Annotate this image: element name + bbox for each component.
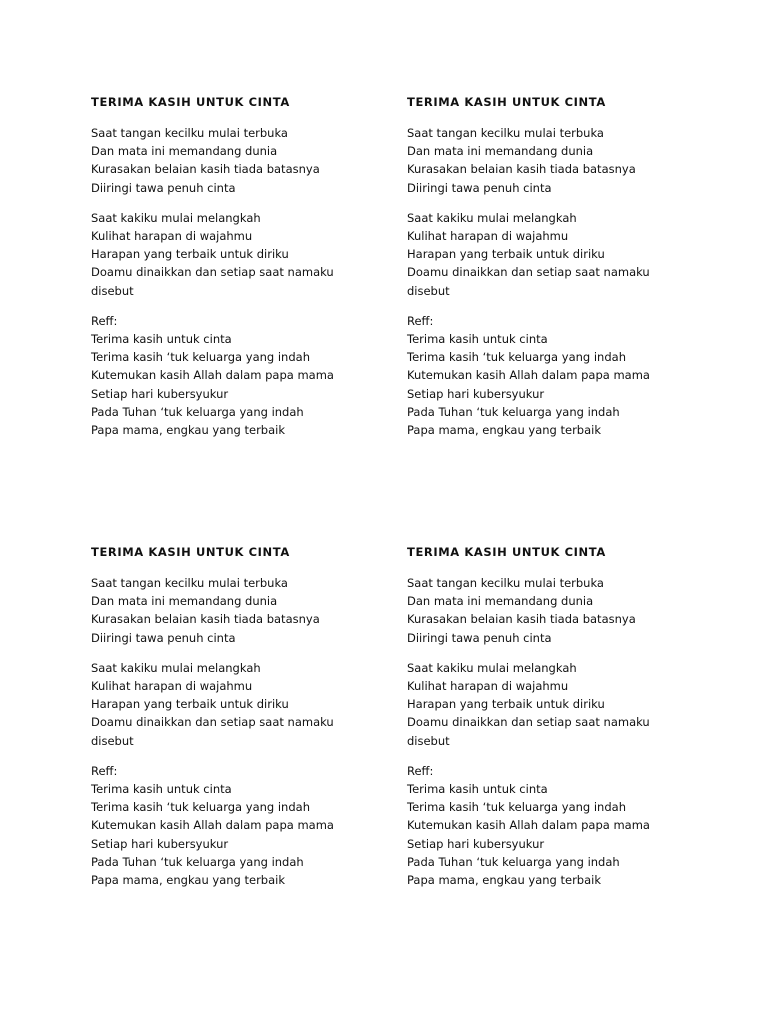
lyric-line: Diiringi tawa penuh cinta: [407, 180, 552, 195]
lyric-line: Diiringi tawa penuh cinta: [91, 180, 236, 195]
lyric-line: Kutemukan kasih Allah dalam papa mama: [91, 368, 334, 383]
lyric-line: Dan mata ini memandang dunia: [407, 594, 594, 609]
lyric-line: Doamu dinaikkan dan setiap saat namaku: [91, 715, 334, 730]
lyric-line: Terima kasih untuk cinta: [91, 332, 232, 347]
lyric-line: Dan mata ini memandang dunia: [91, 594, 278, 609]
lyric-line: Terima kasih untuk cinta: [407, 332, 548, 347]
lyric-line: Harapan yang terbaik untuk diriku: [91, 697, 289, 712]
lyric-line: Terima kasih ‘tuk keluarga yang indah: [407, 800, 626, 815]
lyric-line: Diiringi tawa penuh cinta: [91, 630, 236, 645]
lyric-line: Saat kakiku mulai melangkah: [91, 660, 261, 675]
lyric-line: Doamu dinaikkan dan setiap saat namaku: [91, 265, 334, 280]
lyric-line: Kutemukan kasih Allah dalam papa mama: [407, 818, 650, 833]
lyric-line: disebut: [407, 733, 450, 748]
verse-1: [91, 574, 391, 647]
song-title: TERIMA KASIH UNTUK CINTA: [91, 545, 290, 559]
lyric-line: Dan mata ini memandang dunia: [91, 144, 278, 159]
lyric-line: Doamu dinaikkan dan setiap saat namaku: [407, 715, 650, 730]
lyric-line: Kurasakan belaian kasih tiada batasnya: [407, 162, 636, 177]
song-title: TERIMA KASIH UNTUK CINTA: [407, 545, 606, 559]
lyric-line: Kurasakan belaian kasih tiada batasnya: [407, 612, 636, 627]
lyrics-copy-top-right: [407, 94, 707, 451]
lyric-line: Dan mata ini memandang dunia: [407, 144, 594, 159]
verse-1: [407, 574, 707, 647]
lyric-line: Terima kasih ‘tuk keluarga yang indah: [407, 350, 626, 365]
lyric-line: Saat tangan kecilku mulai terbuka: [407, 576, 604, 590]
lyric-line: Setiap hari kubersyukur: [407, 836, 545, 851]
chorus-label: Reff:: [91, 313, 118, 328]
verse-2: [407, 659, 707, 750]
lyric-line: Kulihat harapan di wajahmu: [407, 679, 569, 694]
lyrics-copy-bottom-right: [407, 544, 707, 901]
lyric-line: Saat kakiku mulai melangkah: [407, 660, 577, 675]
lyric-line: Kurasakan belaian kasih tiada batasnya: [91, 612, 320, 627]
chorus: [91, 312, 391, 439]
lyric-line: disebut: [91, 733, 134, 748]
chorus-label: Reff:: [91, 763, 118, 778]
lyrics-copy-bottom-left: [91, 544, 391, 901]
lyric-line: Pada Tuhan ‘tuk keluarga yang indah: [91, 854, 304, 869]
lyric-line: Kulihat harapan di wajahmu: [91, 229, 253, 244]
lyric-line: Kutemukan kasih Allah dalam papa mama: [407, 368, 650, 383]
lyric-line: Saat tangan kecilku mulai terbuka: [91, 576, 288, 590]
chorus-label: Reff:: [407, 313, 434, 328]
lyric-line: Saat kakiku mulai melangkah: [407, 210, 577, 225]
lyric-line: Saat tangan kecilku mulai terbuka: [91, 126, 288, 140]
verse-2: [91, 659, 391, 750]
lyric-line: Pada Tuhan ‘tuk keluarga yang indah: [407, 404, 620, 419]
lyric-line: Setiap hari kubersyukur: [91, 836, 229, 851]
lyrics-copy-top-left: [91, 94, 391, 451]
lyric-line: Terima kasih untuk cinta: [407, 782, 548, 797]
lyric-line: Setiap hari kubersyukur: [407, 386, 545, 401]
song-title: TERIMA KASIH UNTUK CINTA: [407, 95, 606, 109]
lyric-line: Harapan yang terbaik untuk diriku: [91, 247, 289, 262]
chorus: [407, 762, 707, 889]
verse-1: [91, 124, 391, 197]
lyric-line: Pada Tuhan ‘tuk keluarga yang indah: [91, 404, 304, 419]
lyric-line: Doamu dinaikkan dan setiap saat namaku: [407, 265, 650, 280]
lyric-line: Terima kasih ‘tuk keluarga yang indah: [91, 800, 310, 815]
verse-2: [407, 209, 707, 300]
lyric-line: disebut: [91, 283, 134, 298]
lyric-line: Harapan yang terbaik untuk diriku: [407, 247, 605, 262]
lyric-line: Terima kasih ‘tuk keluarga yang indah: [91, 350, 310, 365]
lyric-line: Papa mama, engkau yang terbaik: [91, 423, 286, 438]
lyric-line: Terima kasih untuk cinta: [91, 782, 232, 797]
lyric-line: Saat tangan kecilku mulai terbuka: [407, 126, 604, 140]
lyric-line: Setiap hari kubersyukur: [91, 386, 229, 401]
lyric-line: disebut: [407, 283, 450, 298]
lyric-line: Saat kakiku mulai melangkah: [91, 210, 261, 225]
lyric-line: Papa mama, engkau yang terbaik: [91, 873, 286, 888]
lyric-line: Kurasakan belaian kasih tiada batasnya: [91, 162, 320, 177]
lyric-line: Kutemukan kasih Allah dalam papa mama: [91, 818, 334, 833]
lyric-line: Pada Tuhan ‘tuk keluarga yang indah: [407, 854, 620, 869]
lyric-line: Harapan yang terbaik untuk diriku: [407, 697, 605, 712]
lyric-line: Kulihat harapan di wajahmu: [91, 679, 253, 694]
lyric-line: Papa mama, engkau yang terbaik: [407, 423, 602, 438]
lyric-line: Kulihat harapan di wajahmu: [407, 229, 569, 244]
lyric-line: Papa mama, engkau yang terbaik: [407, 873, 602, 888]
chorus: [91, 762, 391, 889]
chorus-label: Reff:: [407, 763, 434, 778]
song-title: TERIMA KASIH UNTUK CINTA: [91, 95, 290, 109]
lyric-line: Diiringi tawa penuh cinta: [407, 630, 552, 645]
chorus: [407, 312, 707, 439]
verse-1: [407, 124, 707, 197]
verse-2: [91, 209, 391, 300]
